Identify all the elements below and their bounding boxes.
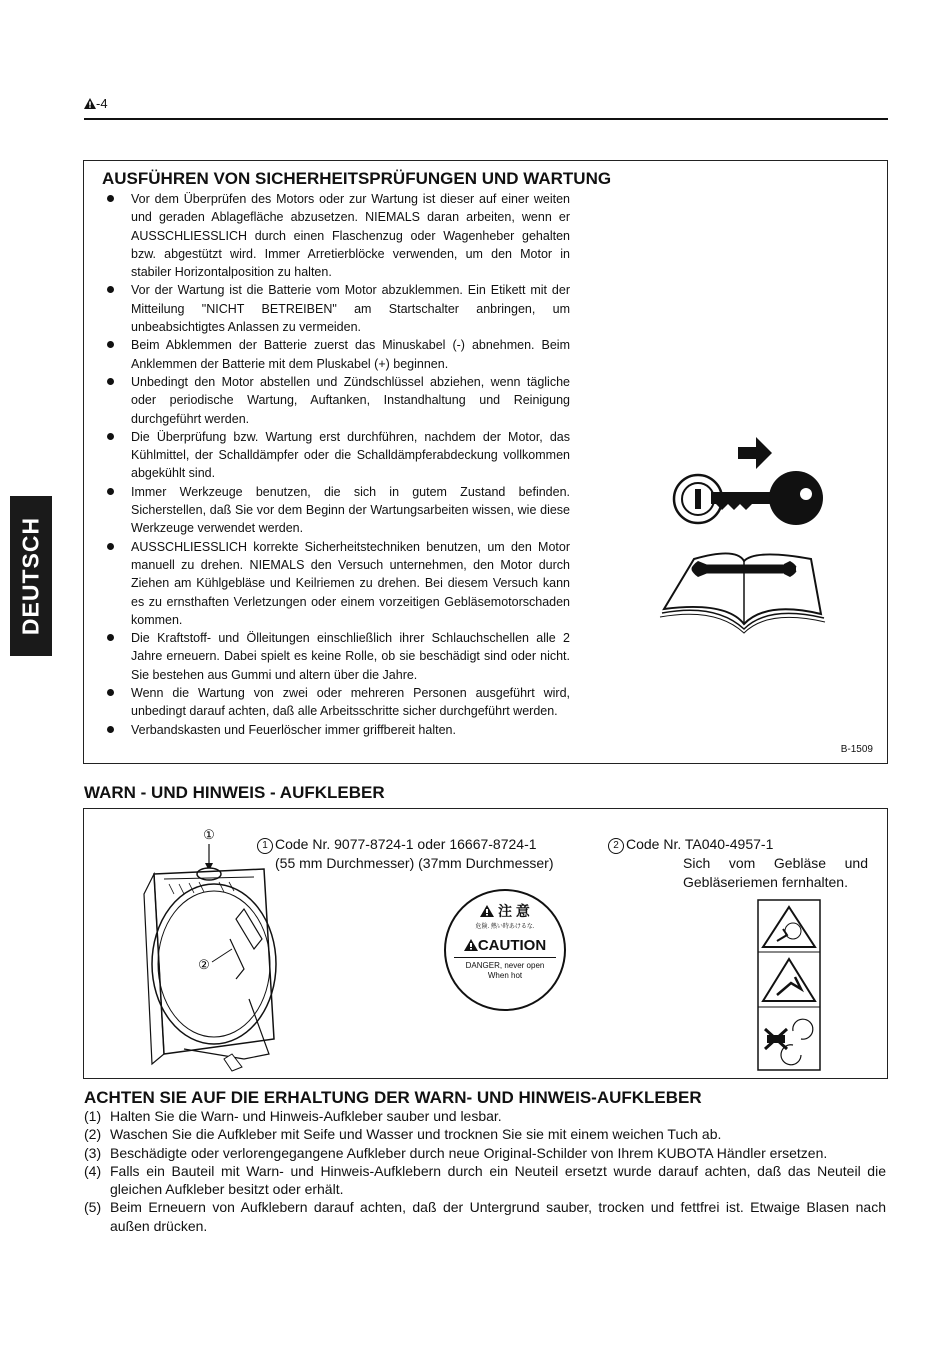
list-item: (1) Halten Sie die Warn- und Hinweis-Aufkleber sauber und lesbar. bbox=[84, 1108, 502, 1124]
list-item: Unbedingt den Motor abstellen und Zündschlüssel abziehen, wenn tägliche oder periodische Wartung, Auftanken, Instandhaltung und Reinigung durchgeführt werden. bbox=[104, 373, 570, 428]
list-item: AUSSCHLIESSLICH korrekte Sicherheitstechniken benutzen, um den Motor manuell zu drehen. NIEMALS den Versuch unternehmen, den Motor durch Ziehen am Kühlgebläse und Keilriemen zu drehen. Bei diesem Versuch kann es zu ernsthaften Verletzungen oder einem vorzeitigen Gebläsemotorschaden kommen. bbox=[104, 538, 570, 629]
code1-line1: 1 Code Nr. 9077-8724-1 oder 16667-8724-1 bbox=[257, 835, 553, 854]
fan-belt-warning-label bbox=[757, 899, 821, 1071]
svg-text:①: ① bbox=[203, 828, 215, 843]
warning-labels-title: WARN - UND HINWEIS - AUFKLEBER bbox=[84, 783, 385, 802]
list-item: Verbandskasten und Feuerlöscher immer griffbereit halten. bbox=[104, 721, 570, 739]
bullet-icon bbox=[107, 726, 114, 733]
list-item: Die Kraftstoff- und Ölleitungen einschließlich ihrer Schlauchschellen alle 2 Jahre erneuern. Dabei spielt es keine Rolle, ob sie beschädigt sind oder nicht. Sie bestehen aus Gummi und altern über die Jahre. bbox=[104, 629, 570, 684]
warning-triangle-icon bbox=[480, 905, 494, 917]
warning-triangle-icon bbox=[464, 939, 478, 951]
caution-line1: DANGER, never open bbox=[465, 961, 545, 970]
bullet-icon bbox=[107, 634, 114, 641]
caution-jp-small: 危険. 熱い時あけるな. bbox=[475, 924, 535, 930]
list-item: Wenn die Wartung von zwei oder mehreren Personen ausgeführt wird, unbedingt darauf achten, daß alle Arbeitsschritte sicher durchgeführt werden. bbox=[104, 684, 570, 721]
caution-jp-heading: 注 意 bbox=[446, 901, 564, 921]
bullet-icon bbox=[107, 286, 114, 293]
language-tab-label: DEUTSCH bbox=[17, 516, 44, 636]
label1-number: 1 bbox=[257, 838, 273, 854]
page-number-text: -4 bbox=[96, 96, 108, 111]
caution-line-separator bbox=[454, 957, 556, 958]
list-item: (4) Falls ein Bauteil mit Warn- und Hinweis-Aufklebern durch ein Neuteil ersetzt wurde darauf achten, daß das Neuteil die gleichen Aufkleber besitzt oder erhält. bbox=[84, 1162, 886, 1198]
bullet-icon bbox=[107, 378, 114, 385]
warning-labels-box bbox=[83, 808, 888, 1079]
list-item: Immer Werkzeuge benutzen, die sich in gutem Zustand befinden. Sicherstellen, daß Sie vor dem Beginn der Wartungsarbeiten wissen, wie diese Werkzeuge verwendet werden. bbox=[104, 483, 570, 538]
code1-line2: (55 mm Durchmesser) (37mm Durchmesser) bbox=[275, 855, 554, 871]
bullet-icon bbox=[107, 341, 114, 348]
bullet-icon bbox=[107, 488, 114, 495]
figure-code: B-1509 bbox=[840, 744, 873, 755]
caution-heading: CAUTION bbox=[446, 937, 564, 954]
label2-number: 2 bbox=[608, 838, 624, 854]
list-item: (3) Beschädigte oder verlorengegangene Aufkleber durch neue Original-Schilder von Ihrem KUBOTA Händler ersetzen. bbox=[84, 1144, 828, 1161]
page-header bbox=[84, 96, 888, 120]
manual-wrench-icon bbox=[656, 539, 826, 634]
caution-sticker bbox=[444, 889, 566, 1011]
warning-triangle-icon bbox=[84, 98, 96, 109]
care-list bbox=[84, 1107, 886, 1235]
safety-maintenance-box bbox=[83, 160, 888, 764]
list-item: Vor der Wartung ist die Batterie vom Motor abzuklemmen. Ein Etikett mit der Mitteilung "NICHT BETREIBEN" am Startschalter anbringen, um unbeabsichtigtes Anlassen zu vermeiden. bbox=[104, 281, 570, 336]
care-section-title: ACHTEN SIE AUF DIE ERHALTUNG DER WARN- UND HINWEIS-AUFKLEBER bbox=[84, 1088, 702, 1107]
caution-line2: When hot bbox=[487, 971, 523, 980]
key-removal-icon bbox=[656, 437, 826, 527]
code2-text: 2 Code Nr. TA040-4957-1 bbox=[608, 835, 773, 854]
code2-description: Sich vom Gebläse und Gebläseriemen fernhalten. bbox=[683, 855, 868, 890]
list-item: Vor dem Überprüfen des Motors oder zur Wartung ist dieser auf einer weiten und geraden Ablagefläche abzusetzen. NIEMALS daran arbeiten, wenn er AUSSCHLIESSLICH durch einen Flaschenzug oder Wagenheber gehalten bzw. abgestützt wird. Immer Arretierblöcke verwenden, um den Motor in stabiler Horizontalposition zu halten. bbox=[104, 190, 570, 281]
list-item: (2) Waschen Sie die Aufkleber mit Seife und Wasser und trocknen Sie sie mit einem weichen Tuch ab. bbox=[84, 1126, 722, 1143]
svg-text:②: ② bbox=[198, 958, 210, 973]
bullet-icon bbox=[107, 433, 114, 440]
code1-text bbox=[257, 835, 553, 873]
page-number bbox=[84, 96, 108, 111]
safety-bullet-list bbox=[104, 190, 570, 739]
bullet-icon bbox=[107, 689, 114, 696]
bullet-icon bbox=[107, 543, 114, 550]
list-item: Beim Abklemmen der Batterie zuerst das Minuskabel (-) abnehmen. Beim Anklemmen der Batterie mit dem Pluskabel (+) beginnen. bbox=[104, 336, 570, 373]
safety-section-title: AUSFÜHREN VON SICHERHEITSPRÜFUNGEN UND WARTUNG bbox=[102, 169, 612, 188]
language-tab bbox=[10, 496, 52, 656]
list-item: Die Überprüfung bzw. Wartung erst durchführen, nachdem der Motor, das Kühlmittel, der Schalldämpfer oder die Schalldämpferabdeckung vollkommen abgekühlt sind. bbox=[104, 428, 570, 483]
bullet-icon bbox=[107, 195, 114, 202]
list-item: (5) Beim Erneuern von Aufklebern darauf achten, daß der Untergrund sauber, trocken und fettfrei ist. Etwaige Blasen nach außen drücken. bbox=[84, 1199, 886, 1234]
